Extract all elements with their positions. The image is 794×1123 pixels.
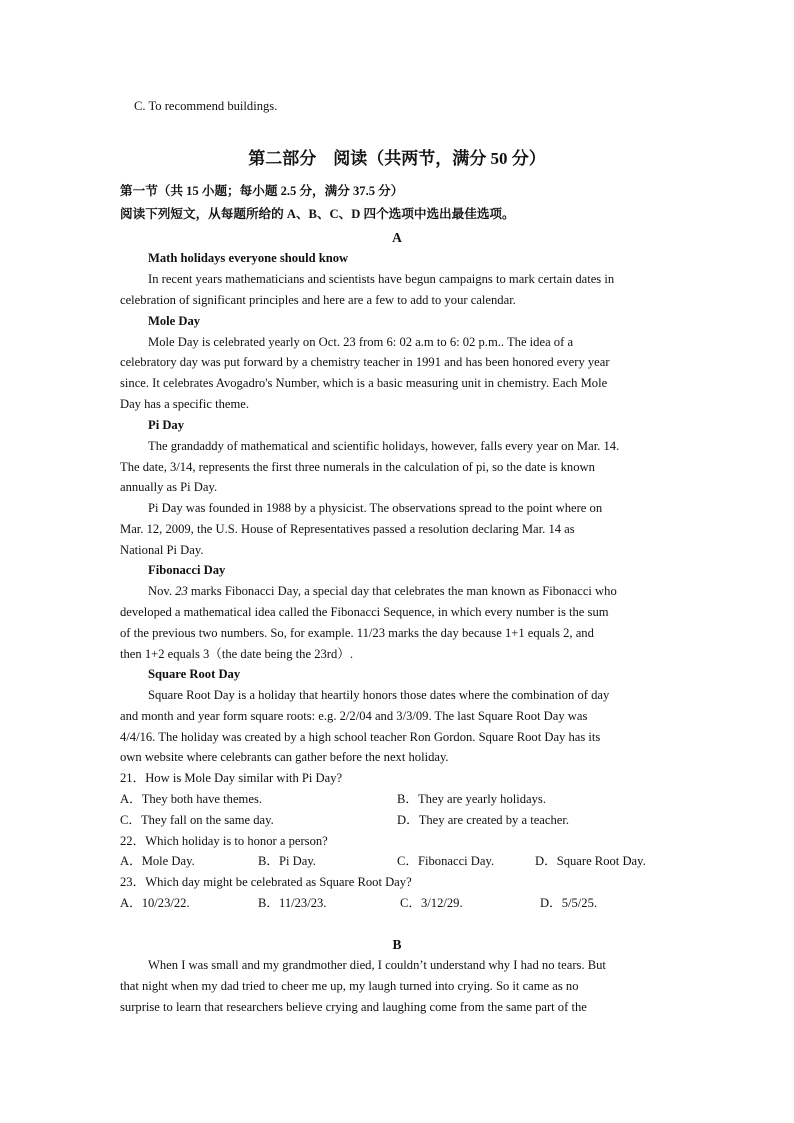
square-root-day-line: own website where celebrants can gather before the next holiday.: [120, 750, 449, 764]
question-21-option-c: C．They fall on the same day.: [120, 813, 274, 827]
fibonacci-date-number: 23: [175, 584, 188, 598]
pi-day-line: The date, 3/14, represents the first three numerals in the calculation of pi, so the date is known: [120, 460, 595, 474]
mole-day-line: Mole Day is celebrated yearly on Oct. 23 from 6: 02 a.m to 6: 02 p.m.. The idea of a: [148, 335, 574, 349]
pi-day-line: annually as Pi Day.: [120, 480, 218, 494]
part-title: 第二部分 阅读（共两节，满分 50 分）: [248, 149, 546, 168]
question-21-option-d: D．They are created by a teacher.: [397, 813, 570, 827]
previous-question-option-c: C. To recommend buildings.: [134, 99, 278, 113]
fibonacci-day-line: then 1+2 equals 3（the date being the 23rd）.: [120, 647, 354, 661]
square-root-day-line: 4/4/16. The holiday was created by a high school teacher Ron Gordon. Square Root Day has its: [120, 730, 601, 744]
fibonacci-day-heading: Fibonacci Day: [148, 563, 226, 577]
question-23-option-d: D．5/5/25.: [540, 896, 598, 910]
passage-b-label: B: [392, 937, 402, 952]
pi-day-line: The grandaddy of mathematical and scientific holidays, however, falls every year on Mar. 14.: [148, 439, 620, 453]
question-22-option-a: A．Mole Day.: [120, 854, 195, 868]
pi-day-line: Pi Day was founded in 1988 by a physicist. The observations spread to the point where on: [148, 501, 603, 515]
question-23-option-c: C．3/12/29.: [400, 896, 463, 910]
question-21-stem: 21．How is Mole Day similar with Pi Day?: [120, 771, 343, 785]
question-23-stem: 23．Which day might be celebrated as Square Root Day?: [120, 875, 412, 889]
fibonacci-day-line: of the previous two numbers. So, for example. 11/23 marks the day because 1+1 equals 2, and: [120, 626, 594, 640]
square-root-day-heading: Square Root Day: [148, 667, 241, 681]
passage-b-line: surprise to learn that researchers believe crying and laughing come from the same part of the: [120, 1000, 587, 1014]
passage-a-heading: Math holidays everyone should know: [148, 251, 349, 265]
pi-day-heading: Pi Day: [148, 418, 185, 432]
section-title: 第一节（共 15 小题；每小题 2.5 分，满分 37.5 分）: [120, 184, 404, 198]
fibonacci-day-line: [148, 585, 617, 598]
fibonacci-text: marks Fibonacci Day, a special day that celebrates the man known as Fibonacci who: [187, 584, 617, 598]
question-23-option-b: B．11/23/23.: [258, 896, 327, 910]
question-22-option-d: D．Square Root Day.: [535, 854, 646, 868]
question-21-option-a: A．They both have themes.: [120, 792, 262, 806]
question-23-option-a: A．10/23/22.: [120, 896, 190, 910]
pi-day-line: Mar. 12, 2009, the U.S. House of Representatives passed a resolution declaring Mar. 14 as: [120, 522, 575, 536]
question-22-stem: 22．Which holiday is to honor a person?: [120, 834, 328, 848]
passage-a-intro-line: In recent years mathematicians and scientists have begun campaigns to mark certain dates in: [148, 272, 615, 286]
mole-day-line: since. It celebrates Avogadro's Number, which is a basic measuring unit in chemistry. Each Mole: [120, 376, 608, 390]
instruction: 阅读下列短文，从每题所给的 A、B、C、D 四个选项中选出最佳选项。: [120, 207, 515, 221]
mole-day-line: celebratory day was put forward by a chemistry teacher in 1991 and has been honored every year: [120, 355, 610, 369]
passage-a-label: A: [392, 230, 402, 245]
fibonacci-day-line: developed a mathematical idea called the Fibonacci Sequence, in which every number is the sum: [120, 605, 609, 619]
mole-day-heading: Mole Day: [148, 314, 201, 328]
pi-day-line: National Pi Day.: [120, 543, 204, 557]
square-root-day-line: Square Root Day is a holiday that heartily honors those dates where the combination of day: [148, 688, 610, 702]
question-21-option-b: B．They are yearly holidays.: [397, 792, 546, 806]
passage-b-line: When I was small and my grandmother died, I couldn’t understand why I had no tears. But: [148, 958, 606, 972]
square-root-day-line: and month and year form square roots: e.g. 2/2/04 and 3/3/09. The last Square Root Day was: [120, 709, 588, 723]
passage-a-intro-line: celebration of significant principles and here are a few to add to your calendar.: [120, 293, 516, 307]
question-22-option-c: C．Fibonacci Day.: [397, 854, 495, 868]
question-22-option-b: B．Pi Day.: [258, 854, 316, 868]
passage-b-line: that night when my dad tried to cheer me up, my laugh turned into crying. So it came as no: [120, 979, 579, 993]
mole-day-line: Day has a specific theme.: [120, 397, 250, 411]
fibonacci-text: Nov.: [148, 584, 176, 598]
